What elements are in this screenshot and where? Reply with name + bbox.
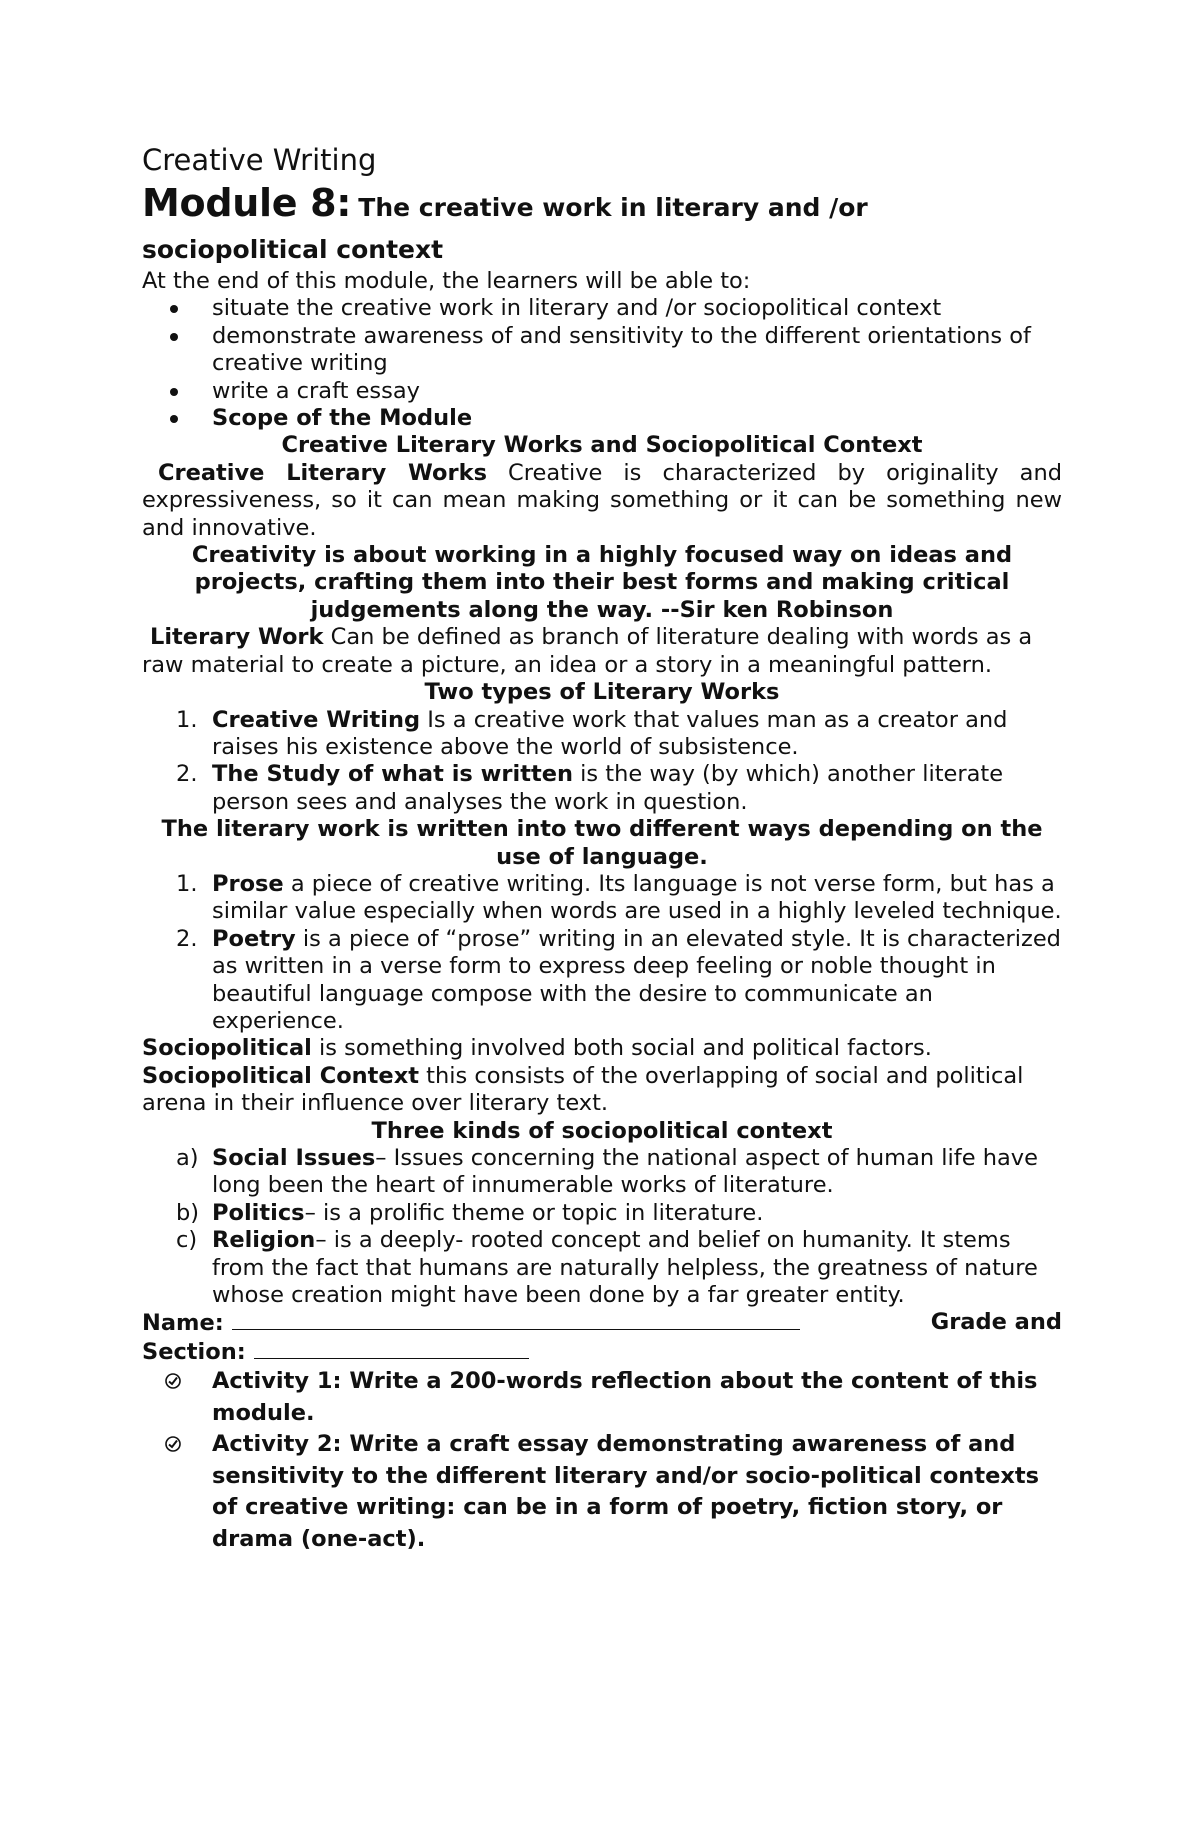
section-heading: Creative Literary Works and Sociopolitical Context [281,432,923,459]
document-page [142,140,1062,1555]
objective-text: Scope of the Module [212,405,473,432]
three-kinds-heading: Three kinds of sociopolitical context [371,1117,833,1144]
list-item [142,1227,1062,1309]
list-item [142,1200,1062,1227]
list-item [142,871,1062,926]
subject-title: Creative Writing [142,143,377,177]
module-title-line1 [142,180,1062,232]
item-text: – Issues concerning the national aspect of human life have long been the heart of innumerable works of literature. [212,1145,1038,1199]
literary-work-paragraph [142,624,1062,679]
term: Prose [212,870,284,897]
name-field [142,1309,800,1337]
list-marker: a) [176,1145,199,1171]
bullet-icon [170,305,178,313]
objective-text: situate the creative work in literary and /or sociopolitical context [212,295,942,322]
item-text: is a piece of “prose” writing in an elevated style. It is characterized as written in a verse form to express deep feeling or noble thought in beautiful language compose with the desire to communicate an experience. [212,925,1061,1034]
section-blank[interactable] [254,1338,529,1359]
item-text: – is a deeply- rooted concept and belief on humanity. It stems from the fact that humans are naturally helpless, the greatness of nature whose creation might have been done by a far greater entity. [212,1227,1038,1309]
list-marker: b) [176,1199,200,1226]
activity-text: Activity 1: Write a 200-words reflection about the content of this module. [212,1368,1038,1426]
term: Sociopolitical [142,1035,312,1062]
name-row [142,1309,1062,1337]
bullet-icon [170,415,178,423]
list-marker: c) [176,1227,198,1254]
section-row [142,1338,1062,1366]
activity-item [142,1429,1062,1555]
term: Religion [212,1227,316,1254]
definition: Creative is characterized by originality and expressiveness, so it can mean making something or it can be something new and innovative. [142,459,1062,541]
term: Sociopolitical Context [142,1062,419,1089]
term: Creative Literary Works [158,459,487,486]
term: Politics [212,1199,305,1226]
module-title-text: The creative work in literary and /or [358,193,868,222]
list-marker: 2. [176,925,198,952]
item-text: Is a creative work that values man as a creator and raises his existence above the world of subsistence. [212,706,1008,760]
list-item [142,926,1062,1036]
definition: this consists of the overlapping of social and political arena in their influence over literary text. [142,1062,1024,1117]
language-heading: The literary work is written into two different ways depending on the use of language. [161,816,1043,870]
three-kinds-list [142,1145,1062,1309]
term: Poetry [212,925,296,952]
term: Creative Writing [212,706,421,733]
sociopolitical-paragraph [142,1035,1062,1062]
list-item [142,707,1062,762]
section-label: Section: [142,1338,246,1365]
list-item [142,1145,1062,1200]
objective-item [142,405,1062,432]
objective-item [142,378,1062,405]
term: Social Issues [212,1145,376,1171]
two-types-heading: Two types of Literary Works [424,679,780,706]
two-types-list [142,707,1062,817]
module-number: Module 8: [142,181,352,225]
name-label: Name: [142,1310,224,1337]
module-title [142,180,1062,268]
language-list [142,871,1062,1035]
term: Literary Work [150,624,324,651]
checkmark-bullet-icon [164,1435,182,1453]
objective-item [142,295,1062,322]
item-text: is the way (by which) another literate person sees and analyses the work in question. [212,761,1004,815]
definition: Can be defined as branch of literature dealing with words as a raw material to create a picture, an idea or a story in a meaningful pattern. [142,624,1033,678]
name-blank[interactable] [232,1309,800,1330]
activity-item [142,1366,1062,1429]
creative-works-paragraph [142,460,1062,542]
list-marker: 1. [176,706,198,733]
bullet-icon [170,388,178,396]
term: The Study of what is written [212,761,574,788]
list-marker: 1. [176,870,198,897]
objective-item [142,323,1062,378]
item-text: – is a prolific theme or topic in literature. [304,1199,764,1226]
item-text: a piece of creative writing. Its language is not verse form, but has a similar value especially when words are used in a highly leveled technique. [212,870,1062,925]
objective-text: write a craft essay [212,377,420,404]
objective-text: demonstrate awareness of and sensitivity to the different orientations of creative writing [212,322,1031,377]
objectives-intro: At the end of this module, the learners will be able to: [142,268,751,294]
objectives-list [142,295,1062,432]
activities-list [142,1366,1062,1555]
list-marker: 2. [176,761,198,788]
list-item [142,761,1062,816]
bullet-icon [170,333,178,341]
activity-text: Activity 2: Write a craft essay demonstrating awareness of and sensitivity to the different literary and/or socio-political contexts of creative writing: can be in a form of poetry, fiction story, or drama (one-act). [212,1431,1039,1552]
definition: is something involved both social and political factors. [311,1035,932,1062]
quote: Creativity is about working in a highly focused way on ideas and projects, crafting them into their best forms and making critical judgements along the way. --Sir ken Robinson [191,542,1013,623]
sociopolitical-context-paragraph [142,1063,1062,1118]
module-title-line2: sociopolitical context [142,235,444,264]
grade-label: Grade and [930,1309,1062,1336]
checkmark-bullet-icon [164,1372,182,1390]
